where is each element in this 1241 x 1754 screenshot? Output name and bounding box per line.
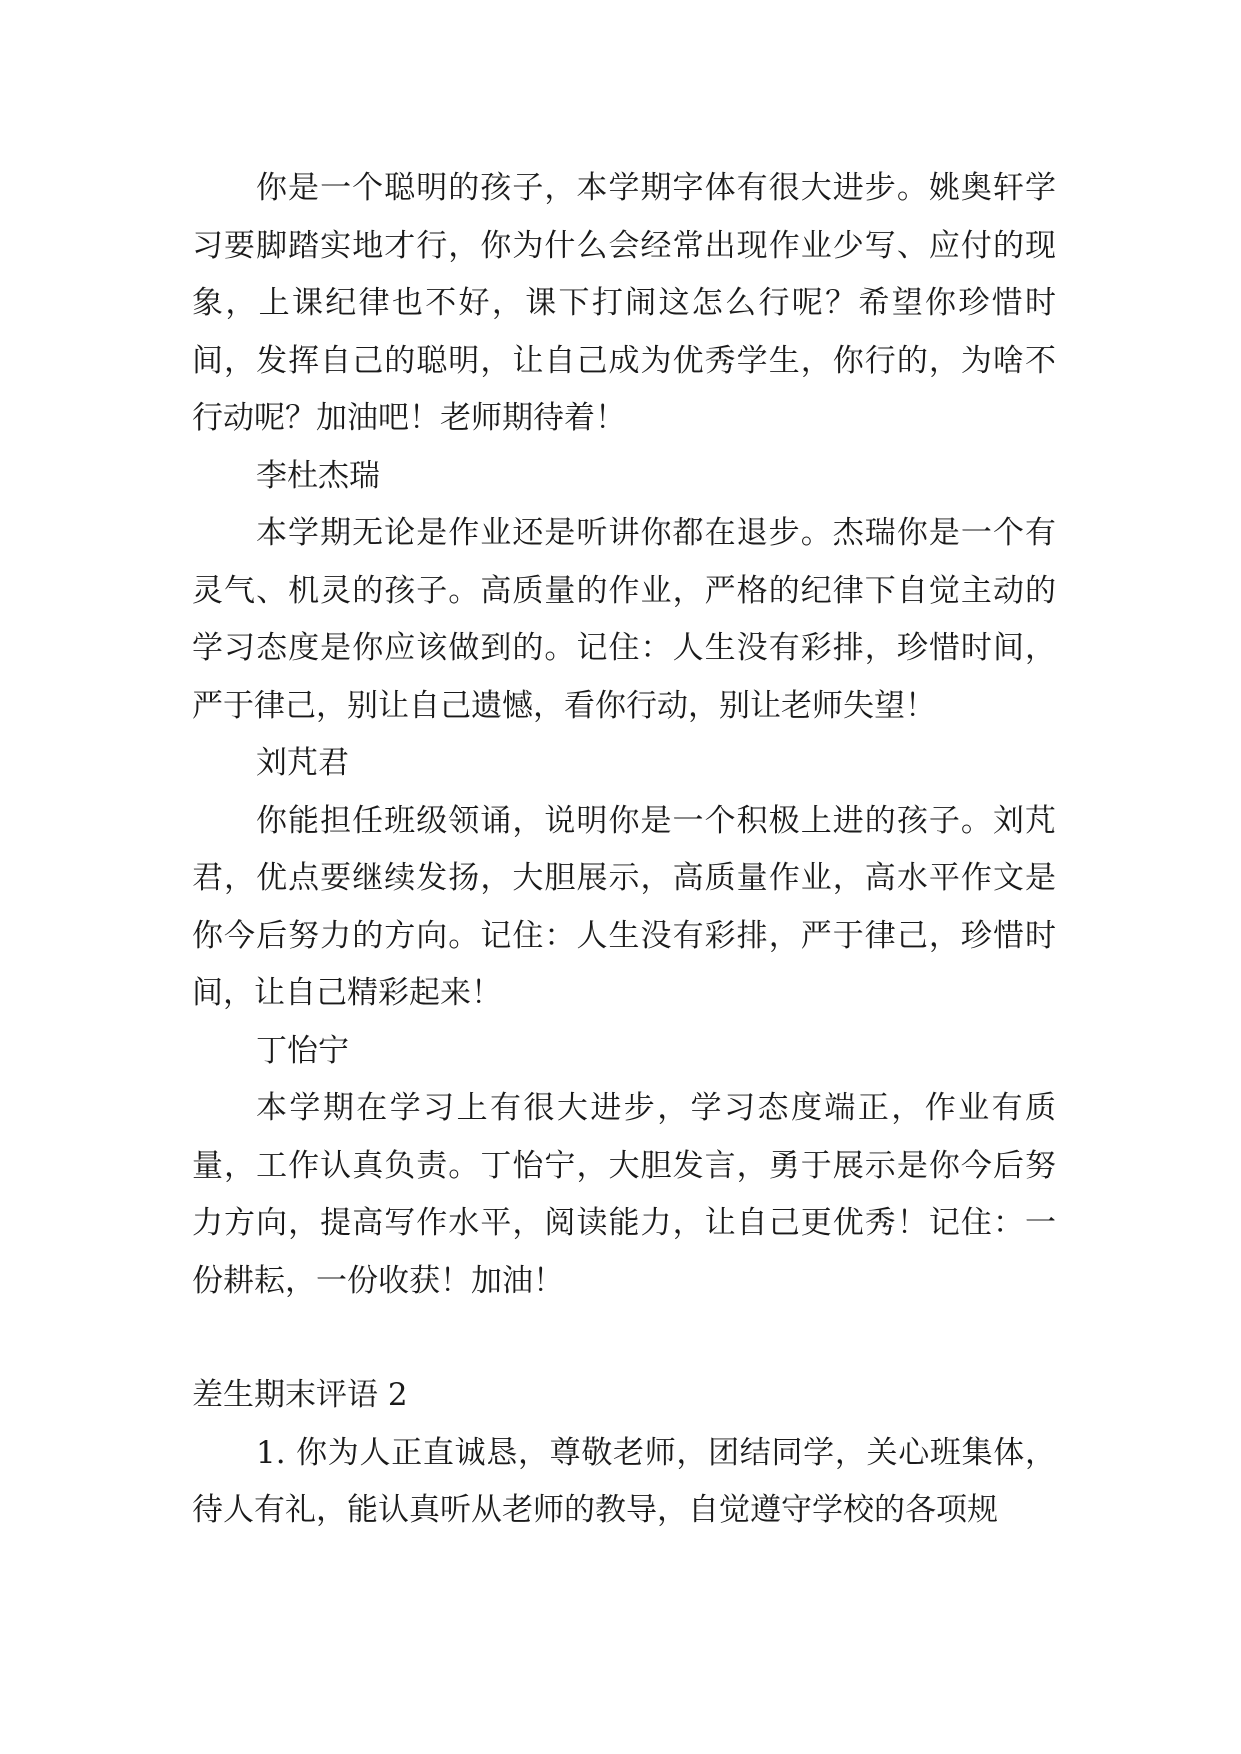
comment-paragraph: 1. 你为人正直诚恳，尊敬老师，团结同学，关心班集体，待人有礼，能认真听从老师的教导，自觉遵守学校的各项规 [192, 1434, 1056, 1528]
comment-paragraph: 你是一个聪明的孩子，本学期字体有很大进步。姚奥轩学习要脚踏实地才行，你为什么会经常出现作业少写、应付的现象，上课纪律也不好，课下打闹这怎么行呢？希望你珍惜时间，发挥自己的聪明，让自己成为优秀学生，你行的，为啥不行动呢？加油吧！老师期待着！ [192, 170, 1056, 436]
comment-paragraph: 本学期在学习上有很大进步，学习态度端正，作业有质量，工作认真负责。丁怡宁，大胆发言，勇于展示是你今后努力方向，提高写作水平，阅读能力，让自己更优秀！记住：一份耕耘，一份收获！加油！ [192, 1090, 1056, 1299]
student-name: 刘芃君 [256, 745, 349, 781]
comment-paragraph: 你能担任班级领诵，说明你是一个积极上进的孩子。刘芃君，优点要继续发扬，大胆展示，高质量作业，高水平作文是你今后努力的方向。记住：人生没有彩排，严于律己，珍惜时间，让自己精彩起来！ [192, 802, 1056, 1011]
comment-paragraph: 本学期无论是作业还是听讲你都在退步。杰瑞你是一个有灵气、机灵的孩子。高质量的作业，严格的纪律下自觉主动的学习态度是你应该做到的。记住：人生没有彩排，珍惜时间，严于律己，别让自己遗憾，看你行动，别让老师失望！ [192, 515, 1056, 724]
section-title: 差生期末评语 2 [192, 1377, 408, 1413]
student-name: 李杜杰瑞 [256, 457, 380, 494]
document-body [192, 160, 1056, 1540]
student-name: 丁怡宁 [256, 1032, 349, 1069]
